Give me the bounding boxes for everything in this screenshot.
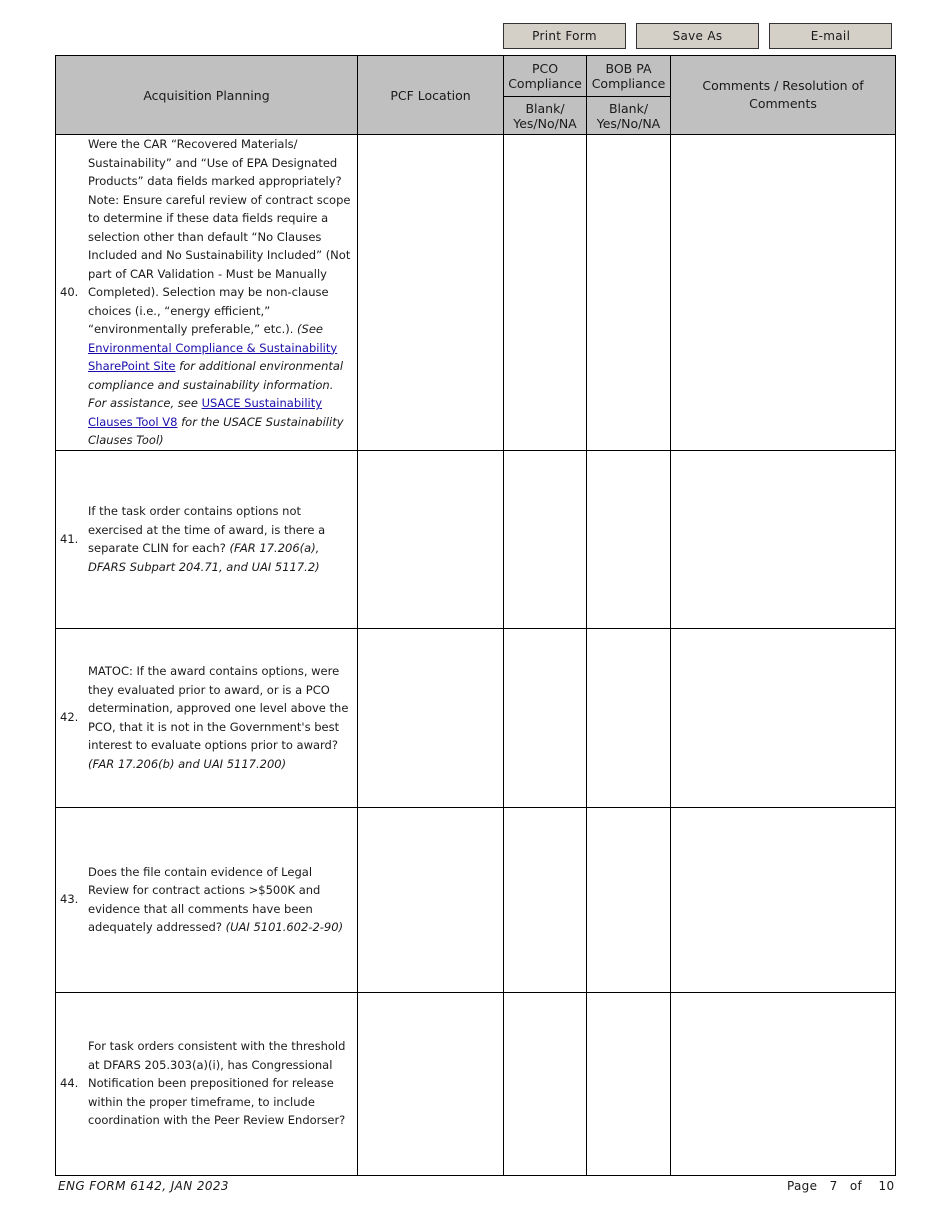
header-bob-pa-compliance: BOB PA Compliance (587, 56, 671, 97)
question-reference: (UAI 5101.602-2-90) (225, 920, 344, 934)
checklist-table (55, 55, 896, 1176)
question-body: Were the CAR “Recovered Materials/ Sustainability” and “Use of EPA Designated Products” data fields marked appropriately? Note: Ensure careful review of contract scope to determine if these data fields require a selection other than default “No Clauses Included and No Sustainability Included” (Not part of CAR Validation - Must be Manually Completed). Selection may be non-clause choices (i.e., “energy efficient,” “environmentally preferable,” etc.). (88, 137, 351, 336)
comments-field[interactable] (671, 450, 896, 628)
question-number: 40. (60, 285, 79, 299)
question-text (88, 502, 353, 576)
pcf-location-field[interactable] (358, 450, 504, 628)
page-total: 10 (878, 1179, 895, 1193)
bob-pa-compliance-field[interactable] (587, 628, 671, 807)
question-text (88, 863, 353, 937)
question-cell (56, 807, 358, 992)
of-label: of (849, 1179, 863, 1193)
page-number: 7 (829, 1179, 838, 1193)
question-cell (56, 135, 358, 451)
comments-field[interactable] (671, 135, 896, 451)
question-body: If the task order contains options not exercised at the time of award, is there a separate CLIN for each? (88, 504, 326, 555)
question-text (88, 135, 353, 450)
question-reference: (See (297, 322, 323, 336)
question-text (88, 662, 353, 773)
question-reference: (FAR 17.206(b) and UAI 5117.200) (88, 756, 287, 771)
table-row (56, 992, 896, 1175)
question-cell (56, 628, 358, 807)
header-bob-values: Blank/ Yes/No/NA (587, 97, 671, 135)
page-indicator (787, 1179, 894, 1193)
pco-compliance-field[interactable] (504, 807, 587, 992)
question-reference: for the USACE Sustainability Clauses Tool) (88, 414, 344, 447)
pcf-location-field[interactable] (358, 628, 504, 807)
table-row (56, 807, 896, 992)
print-form-button[interactable]: Print Form (503, 23, 626, 49)
pco-compliance-field[interactable] (504, 992, 587, 1175)
header-comments: Comments / Resolution of Comments (671, 56, 896, 135)
question-text: For task orders consistent with the threshold at DFARS 205.303(a)(i), has Congressional Notification been prepositioned for release within the proper timeframe, to include coordination with the Peer Review Endorser? (88, 1039, 346, 1128)
pcf-location-field[interactable] (358, 135, 504, 451)
table-row (56, 450, 896, 628)
comments-field[interactable] (671, 807, 896, 992)
header-acquisition-planning: Acquisition Planning (56, 56, 358, 135)
bob-pa-compliance-field[interactable] (587, 807, 671, 992)
question-reference: for additional environmental compliance and sustainability information. For assistance, see (88, 359, 344, 410)
question-body: Does the file contain evidence of Legal Review for contract actions >$500K and evidence that all comments have been adequately addressed? (88, 864, 321, 934)
table-row (56, 135, 896, 451)
bob-pa-compliance-field[interactable] (587, 450, 671, 628)
bob-pa-compliance-field[interactable] (587, 135, 671, 451)
pco-compliance-field[interactable] (504, 628, 587, 807)
comments-field[interactable] (671, 628, 896, 807)
question-number: 41. (60, 531, 79, 546)
question-body: MATOC: If the award contains options, were they evaluated prior to award, or is a PCO determination, approved one level above the PCO, that it is not in the Government's best interest to evaluate options prior to award? (88, 664, 349, 752)
pco-compliance-field[interactable] (504, 135, 587, 451)
page-label: Page (787, 1179, 818, 1193)
pcf-location-field[interactable] (358, 807, 504, 992)
question-cell (56, 450, 358, 628)
pco-compliance-field[interactable] (504, 450, 587, 628)
pcf-location-field[interactable] (358, 992, 504, 1175)
email-button[interactable]: E-mail (769, 23, 892, 49)
question-number: 44. (60, 1076, 79, 1091)
bob-pa-compliance-field[interactable] (587, 992, 671, 1175)
header-pco-values: Blank/ Yes/No/NA (504, 97, 587, 135)
question-reference: (FAR 17.206(a), DFARS Subpart 204.71, and UAI 5117.2) (88, 541, 320, 574)
header-pco-compliance: PCO Compliance (504, 56, 587, 97)
question-number: 43. (60, 892, 79, 907)
header-pcf-location: PCF Location (358, 56, 504, 135)
question-cell (56, 992, 358, 1175)
table-row (56, 628, 896, 807)
form-identifier: ENG FORM 6142, JAN 2023 (58, 1179, 229, 1193)
save-as-button[interactable]: Save As (636, 23, 759, 49)
environmental-compliance-link[interactable]: Environmental Compliance & Sustainability SharePoint Site (88, 340, 338, 373)
comments-field[interactable] (671, 992, 896, 1175)
sustainability-clauses-tool-link[interactable]: USACE Sustainability Clauses Tool V8 (88, 396, 323, 429)
question-number: 42. (60, 710, 79, 725)
